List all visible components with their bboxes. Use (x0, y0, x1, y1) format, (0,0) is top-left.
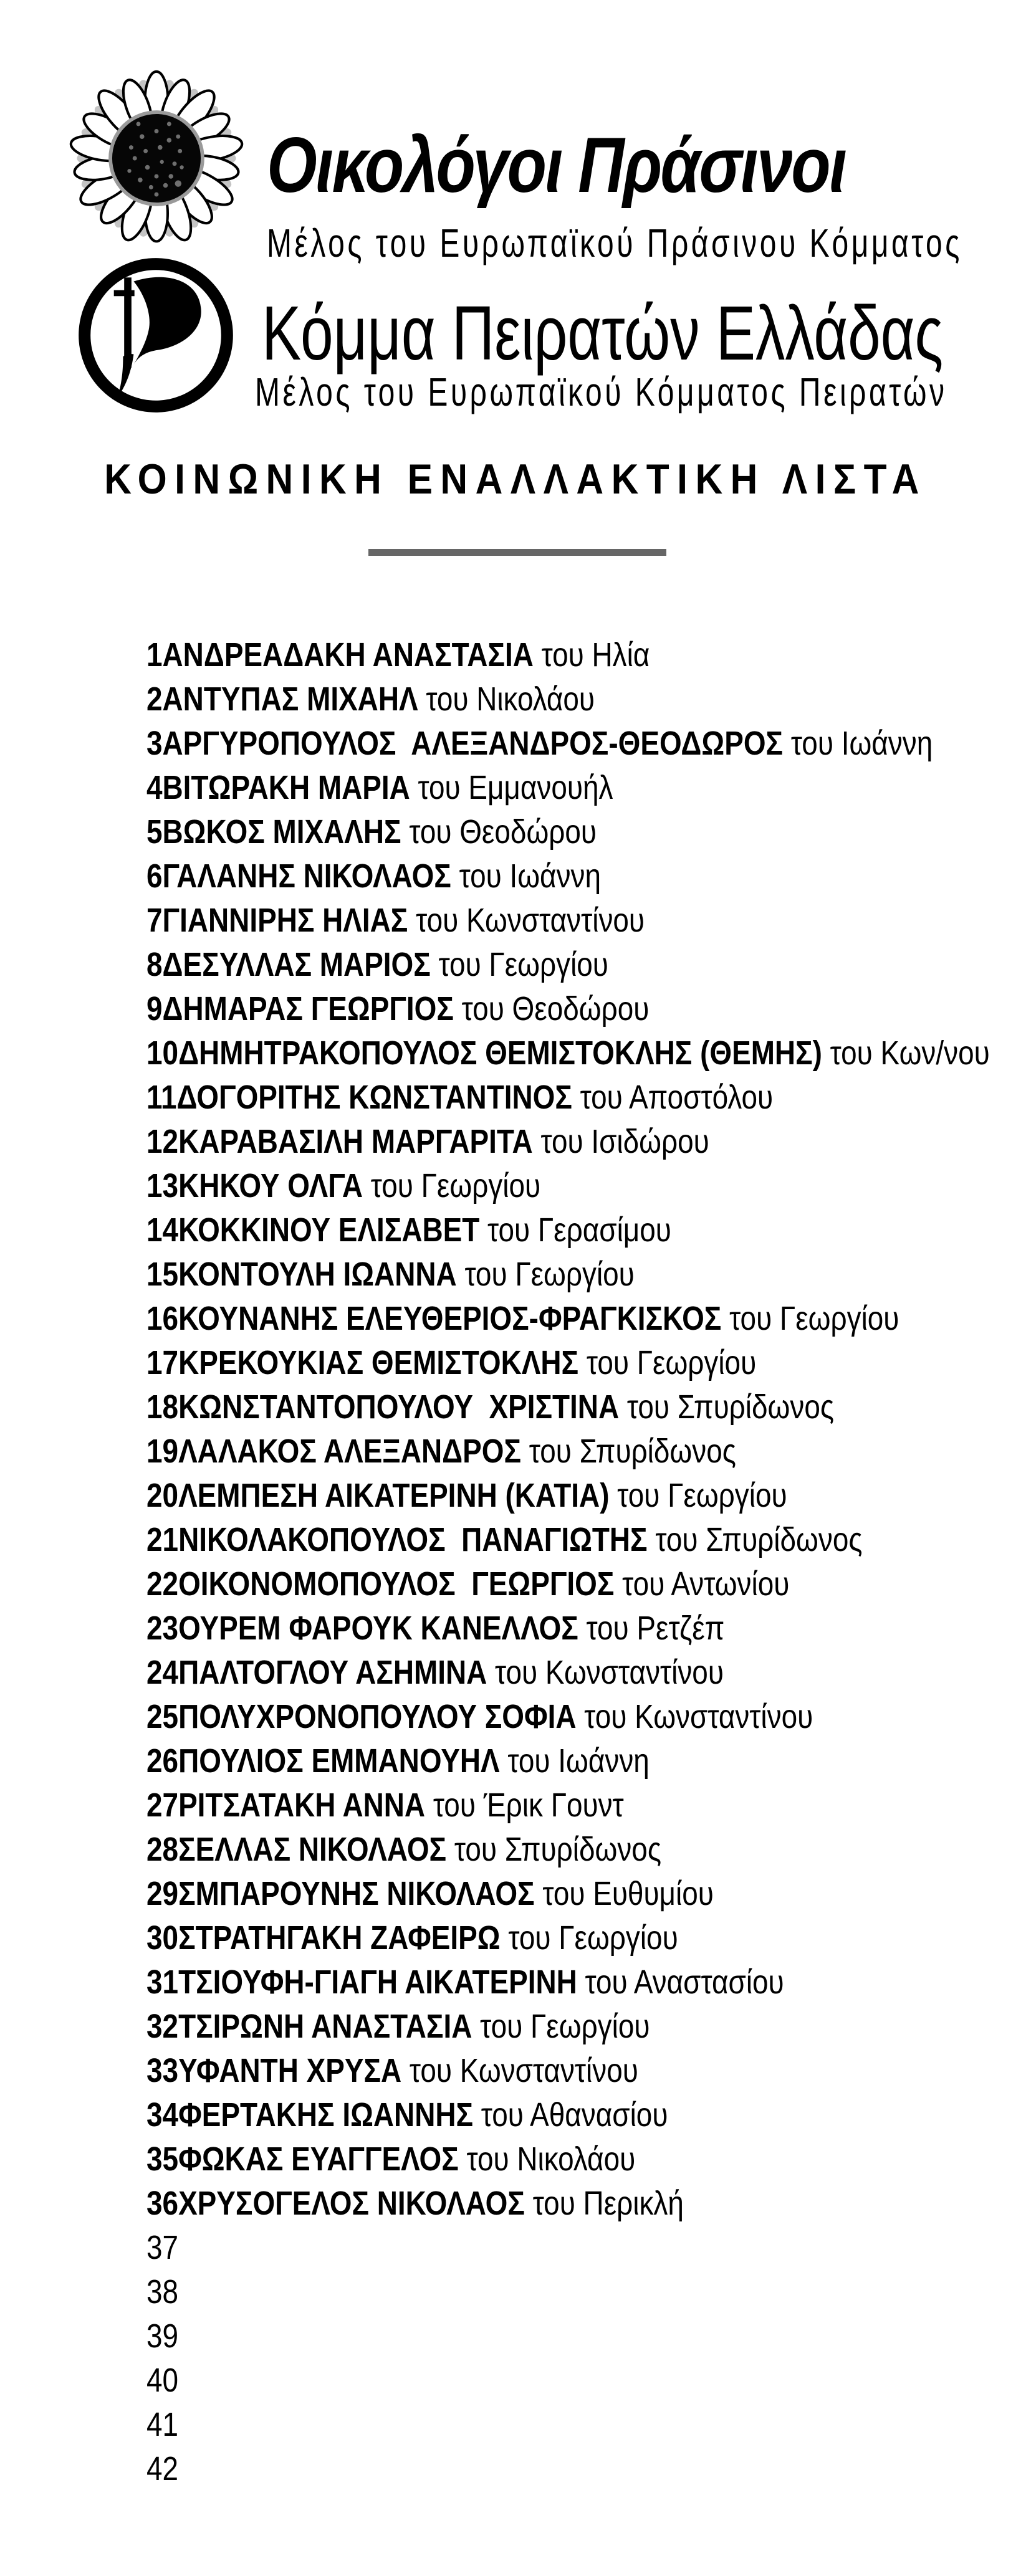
candidate-row (146, 1164, 990, 1208)
candidate-number: 17 (146, 1344, 179, 1381)
candidate-patronymic: του Γεωργίου (472, 2008, 650, 2045)
candidate-patronymic: του Ιωάννη (499, 1742, 650, 1780)
candidate-row (146, 633, 990, 677)
candidate-row (146, 1429, 990, 1474)
candidate-row (146, 766, 990, 810)
candidate-patronymic: του Γεωργίου (721, 1300, 899, 1337)
candidate-row (146, 2049, 990, 2093)
candidate-name: ΔΟΓΟΡΙΤΗΣ ΚΩΝΣΤΑΝΤΙΝΟΣ (176, 1079, 572, 1116)
candidate-number: 15 (146, 1256, 179, 1293)
candidate-number: 1 (146, 636, 163, 674)
candidate-number: 8 (146, 946, 163, 983)
candidate-number: 6 (146, 857, 163, 895)
candidate-row (146, 1872, 990, 1916)
candidate-row (146, 899, 990, 943)
candidate-number: 32 (146, 2008, 179, 2045)
list-title: ΚΟΙΝΩΝΙΚΗ ΕΝΑΛΛΑΚΤΙΚΗ ΛΙΣΤΑ (104, 456, 927, 503)
candidate-patronymic: του Ιωάννη (783, 725, 933, 762)
candidate-number: 24 (146, 1654, 179, 1691)
candidate-patronymic: του Γεωργίου (500, 1919, 678, 1957)
candidate-row (146, 1031, 990, 1076)
candidate-patronymic: του Ιωάννη (451, 857, 602, 895)
candidate-patronymic: του Κωνσταντίνου (408, 902, 645, 939)
candidate-number: 10 (146, 1034, 179, 1072)
candidate-name: ΚΡΕΚΟΥΚΙΑΣ ΘΕΜΙΣΤΟΚΛΗΣ (178, 1344, 579, 1381)
candidate-number: 12 (146, 1123, 179, 1160)
candidate-patronymic: του Κων/νου (822, 1034, 990, 1072)
candidate-row (146, 1828, 990, 1872)
candidate-name: ΦΕΡΤΑΚΗΣ ΙΩΑΝΝΗΣ (178, 2096, 474, 2134)
candidate-name: ΒΩΚΟΣ ΜΙΧΑΛΗΣ (162, 813, 401, 851)
candidate-list (146, 633, 1031, 2491)
candidate-row (146, 2093, 990, 2137)
candidate-row (146, 2226, 990, 2270)
pirate-sail-icon (77, 256, 235, 414)
candidate-patronymic: του Γεωργίου (363, 1167, 541, 1205)
candidate-name: ΥΦΑΝΤΗ ΧΡΥΣΑ (178, 2052, 402, 2089)
candidate-row (146, 1783, 990, 1828)
candidate-name: ΓΑΛΑΝΗΣ ΝΙΚΟΛΑΟΣ (162, 857, 451, 895)
candidate-number: 39 (146, 2317, 179, 2355)
candidate-number: 5 (146, 813, 163, 851)
candidate-number: 29 (146, 1875, 179, 1912)
candidate-name: ΤΣΙΡΩΝΗ ΑΝΑΣΤΑΣΙΑ (178, 2008, 472, 2045)
candidate-patronymic: του Ηλία (533, 636, 650, 674)
candidate-number: 11 (146, 1079, 177, 1116)
candidate-row (146, 1916, 990, 1960)
candidate-patronymic: του Κωνσταντίνου (576, 1698, 813, 1735)
candidate-row (146, 1385, 990, 1429)
candidate-row (146, 1651, 990, 1695)
candidate-number: 28 (146, 1831, 179, 1868)
candidate-patronymic: του Σπυρίδωνος (521, 1433, 736, 1470)
pirate-party-subtitle: Μέλος του Ευρωπαϊκού Κόμματος Πειρατών (255, 370, 947, 414)
candidate-name: ΚΗΚΟΥ ΟΛΓΑ (178, 1167, 363, 1205)
candidate-patronymic: του Αντωνίου (614, 1565, 790, 1603)
candidate-name: ΔΗΜΗΤΡΑΚΟΠΟΥΛΟΣ ΘΕΜΙΣΤΟΚΛΗΣ (ΘΕΜΗΣ) (178, 1034, 822, 1072)
candidate-patronymic: του Γεωργίου (578, 1344, 757, 1381)
candidate-patronymic: του Γεωργίου (430, 946, 608, 983)
candidate-row (146, 810, 990, 854)
candidate-row (146, 1208, 990, 1252)
candidate-name: ΠΟΥΛΙΟΣ ΕΜΜΑΝΟΥΗΛ (178, 1742, 500, 1780)
candidate-patronymic: του Νικολάου (418, 680, 595, 718)
candidate-patronymic: του Νικολάου (458, 2140, 636, 2178)
candidate-row (146, 1518, 990, 1562)
candidate-number: 26 (146, 1742, 179, 1780)
candidate-number: 34 (146, 2096, 179, 2134)
candidate-name: ΓΙΑΝΝΙΡΗΣ ΗΛΙΑΣ (162, 902, 408, 939)
candidate-row (146, 2447, 990, 2491)
candidate-number: 23 (146, 1610, 179, 1647)
candidate-name: ΧΡΥΣΟΓΕΛΟΣ ΝΙΚΟΛΑΟΣ (178, 2185, 525, 2222)
candidate-row (146, 943, 990, 987)
candidate-row (146, 1297, 990, 1341)
candidate-patronymic: του Σπυρίδωνος (619, 1388, 834, 1426)
candidate-name: ΤΣΙΟΥΦΗ-ΓΙΑΓΗ ΑΙΚΑΤΕΡΙΝΗ (178, 1963, 577, 2001)
candidate-patronymic: του Αναστασίου (577, 1963, 784, 2001)
candidate-name: ΣΤΡΑΤΗΓΑΚΗ ΖΑΦΕΙΡΩ (178, 1919, 501, 1957)
candidate-number: 14 (146, 1211, 179, 1249)
candidate-name: ΚΟΥΝΑΝΗΣ ΕΛΕΥΘΕΡΙΟΣ-ΦΡΑΓΚΙΣΚΟΣ (178, 1300, 722, 1337)
candidate-patronymic: του Κωνσταντίνου (487, 1654, 724, 1691)
candidate-name: ΠΟΛΥΧΡΟΝΟΠΟΥΛΟΥ ΣΟΦΙΑ (178, 1698, 577, 1735)
candidate-name: ΑΡΓΥΡΟΠΟΥΛΟΣ ΑΛΕΞΑΝΔΡΟΣ-ΘΕΟΔΩΡΟΣ (162, 725, 784, 762)
candidate-name: ΦΩΚΑΣ ΕΥΑΓΓΕΛΟΣ (178, 2140, 459, 2178)
candidate-patronymic: του Θεοδώρου (453, 990, 650, 1028)
candidate-number: 4 (146, 769, 163, 806)
candidate-name: ΣΕΛΛΑΣ ΝΙΚΟΛΑΟΣ (178, 1831, 447, 1868)
candidate-row (146, 1474, 990, 1518)
candidate-number: 7 (146, 902, 163, 939)
candidate-row (146, 854, 990, 899)
candidate-number: 40 (146, 2362, 179, 2399)
candidate-number: 36 (146, 2185, 179, 2222)
candidate-number: 20 (146, 1477, 179, 1514)
candidate-number: 37 (146, 2229, 179, 2266)
candidate-row (146, 722, 990, 766)
candidate-name: ΒΙΤΩΡΑΚΗ ΜΑΡΙΑ (162, 769, 410, 806)
candidate-number: 35 (146, 2140, 179, 2178)
candidate-number: 21 (146, 1521, 179, 1558)
candidate-number: 25 (146, 1698, 179, 1735)
candidate-patronymic: του Ευθυμίου (534, 1875, 714, 1912)
green-party-subtitle: Μέλος του Ευρωπαϊκού Πράσινου Κόμματος (267, 221, 962, 265)
green-party-title: Οικολόγοι Πράσινοι (267, 122, 846, 209)
candidate-patronymic: του Γερασίμου (479, 1211, 671, 1249)
candidate-patronymic: του Σπυρίδωνος (446, 1831, 661, 1868)
candidate-patronymic: του Ρετζέπ (578, 1610, 725, 1647)
candidate-patronymic: του Ισιδώρου (532, 1123, 709, 1160)
candidate-row (146, 1120, 990, 1164)
candidate-name: ΔΗΜΑΡΑΣ ΓΕΩΡΓΙΟΣ (162, 990, 454, 1028)
candidate-row (146, 1562, 990, 1606)
candidate-number: 42 (146, 2450, 179, 2488)
candidate-patronymic: του Κωνσταντίνου (401, 2052, 638, 2089)
candidate-name: ΚΟΝΤΟΥΛΗ ΙΩΑΝΝΑ (178, 1256, 457, 1293)
candidate-number: 33 (146, 2052, 179, 2089)
candidate-patronymic: του Γεωργίου (609, 1477, 787, 1514)
section-divider (368, 549, 666, 556)
candidate-patronymic: του Αποστόλου (572, 1079, 774, 1116)
candidate-row (146, 677, 990, 722)
candidate-number: 27 (146, 1787, 179, 1824)
candidate-number: 18 (146, 1388, 179, 1426)
candidate-row (146, 2314, 990, 2359)
candidate-number: 3 (146, 725, 163, 762)
candidate-row (146, 2005, 990, 2049)
candidate-name: ΝΙΚΟΛΑΚΟΠΟΥΛΟΣ ΠΑΝΑΓΙΩΤΗΣ (178, 1521, 648, 1558)
pirate-party-title: Κόμμα Πειρατών Ελλάδας (262, 291, 944, 376)
candidate-row (146, 2137, 990, 2182)
candidate-number: 9 (146, 990, 163, 1028)
candidate-patronymic: του Περικλή (524, 2185, 684, 2222)
candidate-name: ΑΝΤΥΠΑΣ ΜΙΧΑΗΛ (162, 680, 418, 718)
candidate-name: ΟΥΡΕΜ ΦΑΡΟΥΚ ΚΑΝΕΛΛΟΣ (178, 1610, 578, 1647)
candidate-patronymic: του Σπυρίδωνος (647, 1521, 863, 1558)
candidate-row (146, 1960, 990, 2005)
candidate-row (146, 1341, 990, 1385)
candidate-number: 16 (146, 1300, 179, 1337)
candidate-name: ΟΙΚΟΝΟΜΟΠΟΥΛΟΣ ΓΕΩΡΓΙΟΣ (178, 1565, 615, 1603)
candidate-number: 38 (146, 2273, 179, 2311)
candidate-row (146, 2359, 990, 2403)
sunflower-icon (66, 67, 247, 249)
candidate-row (146, 1739, 990, 1783)
candidate-name: ΔΕΣΥΛΛΑΣ ΜΑΡΙΟΣ (162, 946, 431, 983)
candidate-row (146, 1252, 990, 1297)
candidate-row (146, 2403, 990, 2447)
candidate-name: ΡΙΤΣΑΤΑΚΗ ΑΝΝΑ (178, 1787, 426, 1824)
candidate-name: ΛΕΜΠΕΣΗ ΑΙΚΑΤΕΡΙΝΗ (ΚΑΤΙΑ) (178, 1477, 610, 1514)
candidate-row (146, 1076, 990, 1120)
candidate-name: ΑΝΔΡΕΑΔΑΚΗ ΑΝΑΣΤΑΣΙΑ (162, 636, 534, 674)
candidate-row (146, 1606, 990, 1651)
candidate-patronymic: του Έρικ Γουντ (425, 1787, 624, 1824)
candidate-number: 41 (146, 2406, 179, 2443)
candidate-name: ΚΑΡΑΒΑΣΙΛΗ ΜΑΡΓΑΡΙΤΑ (178, 1123, 533, 1160)
candidate-name: ΠΑΛΤΟΓΛΟΥ ΑΣΗΜΙΝΑ (178, 1654, 487, 1691)
candidate-row (146, 1695, 990, 1739)
candidate-patronymic: του Θεοδώρου (401, 813, 597, 851)
candidate-number: 30 (146, 1919, 179, 1957)
candidate-name: ΚΩΝΣΤΑΝΤΟΠΟΥΛΟΥ ΧΡΙΣΤΙΝΑ (178, 1388, 620, 1426)
candidate-name: ΣΜΠΑΡΟΥΝΗΣ ΝΙΚΟΛΑΟΣ (178, 1875, 535, 1912)
candidate-number: 31 (146, 1963, 179, 2001)
candidate-patronymic: του Εμμανουήλ (410, 769, 613, 806)
candidate-patronymic: του Γεωργίου (456, 1256, 635, 1293)
candidate-number: 2 (146, 680, 163, 718)
candidate-name: ΚΟΚΚΙΝΟΥ ΕΛΙΣΑΒΕΤ (178, 1211, 480, 1249)
candidate-row (146, 987, 990, 1031)
candidate-number: 19 (146, 1433, 179, 1470)
candidate-name: ΛΑΛΑΚΟΣ ΑΛΕΞΑΝΔΡΟΣ (178, 1433, 522, 1470)
candidate-row (146, 2270, 990, 2314)
candidate-number: 22 (146, 1565, 179, 1603)
candidate-patronymic: του Αθανασίου (473, 2096, 668, 2134)
candidate-row (146, 2182, 990, 2226)
candidate-number: 13 (146, 1167, 179, 1205)
